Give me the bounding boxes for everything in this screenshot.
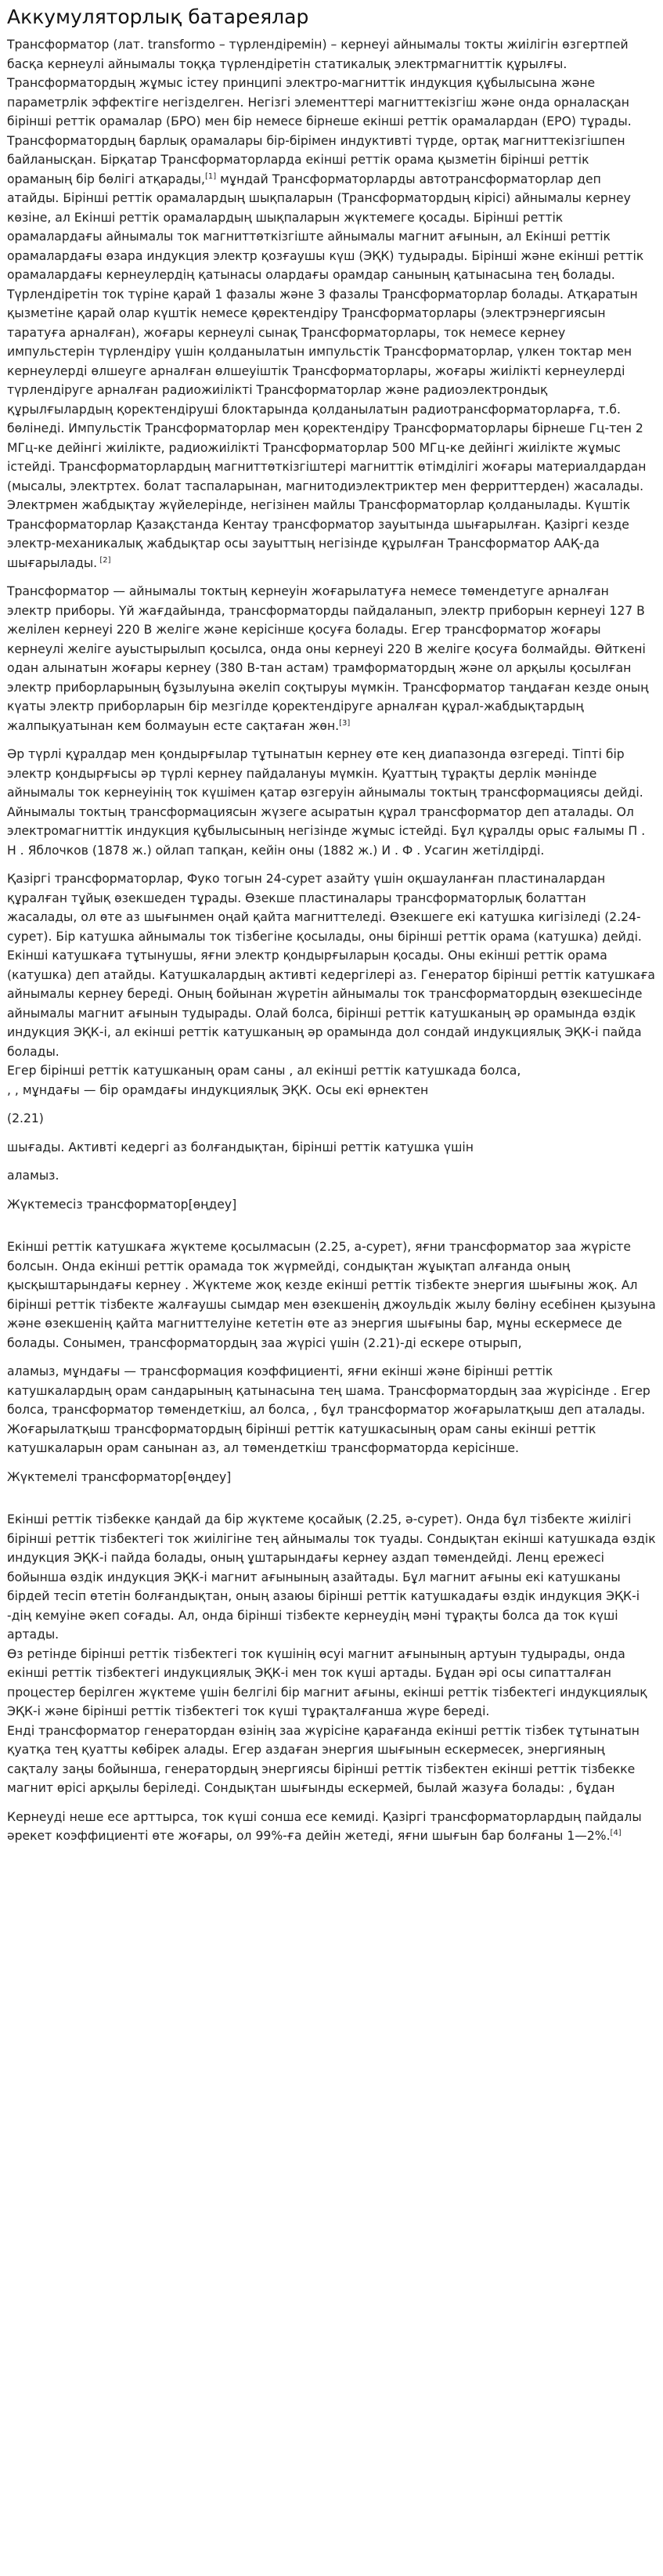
paragraph-loaded-3: Енді трансформатор генератордан өзінің заа жүрісіне қарағанда екінші реттік тізбек тұтынатын қуатқа тең қуатты көбірек алады. Егер аздаған энергия шығынын ескермесек, энергияның сақталу заңы бойынша, генератордың энергиясы бірінші реттік тізбектен екінші реттік тізбекке магнит өрісі арқылы беріледі. Сондықтан шығынды ескермей, былай жазуға болады: , бұдан (7, 1723, 640, 1795)
edit-link[interactable]: [өңдеу] (182, 1469, 232, 1484)
reference-link[interactable]: [4] (610, 1828, 622, 1837)
formula-line: Егер бірінші реттік катушканың орам саны , ал екінші реттік катушкада болса, (7, 1064, 521, 1078)
paragraph-loaded: Екінші реттік тізбекке қандай да бір жүктеме қосайық (2.25, ә-сурет). Онда бұл тізбекте жиілігі бірінші реттік тізбектегі ток жиілігіне тең айнымалы ток туады. Сондықтан екінші катушкада өздік индукция ЭҚК-і пайда болады, оның ұштарындағы кернеу аздап төмендейді. Ленц ережесі бойынша өздік индукция ЭҚК-і магнит ағынының азайтады. Бұл магнит ағыны екі катушканы бірдей тесіп өтетін болғандықтан, оның азаюы бірінші реттік катушкадағы өздік индукция ЭҚК-і -дің кемуіне әкеп соғады. Ал, онда бірінші тізбекте кернеудің мәні тұрақты болса да ток күші артады. (7, 1512, 656, 1642)
equation-number: (2.21) (7, 1111, 44, 1125)
edit-link[interactable]: [өңдеу] (188, 1197, 237, 1212)
paragraph-text: Трансформатор (лат. transformo – түрлендіремін) – кернеуі айнымалы токты жиілігін өзгертпей басқа кернеулі айнымалы тоққа түрлендіретін статикалық электрмагниттік құрылғы. Трансформатордың жұмыс істеу принципі электро-магниттік индукция құбылысына және параметрлік эффектіге негізделген. Негізгі элементтері магниттекізгіш және онда орналасқан бірінші реттік орамалар (БРО) мен бір немесе бірнеше екінші реттік орамалардан (ЕРО) тұрады. Трансформатордың барлық орамалары бір-бірімен индуктивті түрде, ортақ магниттекізгішпен байланысқан. Бірқатар Трансформаторларда екінші реттік орама қызметін бірінші реттік ораманың бір бөлігі атқарады, (7, 38, 632, 186)
paragraph-text: Әр түрлі құралдар мен қондырғылар тұтынатын кернеу өте кең диапазонда өзгереді. Тіпті бір электр қондырғысы әр түрлі кернеу пайдалануы мүмкін. Қуаттың тұрақты дерлік мәнінде айнымалы ток кернеуінің ток күшімен қатар өзгеруін айнымалы токтың трансформациясы дейді. Айнымалы токтың трансформациясын жүзеге асыратын құрал трансформатор деп аталады. Ол электромагниттік индукция құбылысының негізінде жұмыс істейді. Бұл құралды орыс ғалымы П . Н . Яблочков (1878 ж.) ойлап тапқан, кейін оны (1882 ж.) И . Ф . Усагин жетілдірді. (7, 747, 646, 858)
paragraph-no-load-coefficient: аламыз, мұндағы — трансформация коэффициенті, яғни екінші және бірінші реттік катушкалардың орам сандарының қатынасына тең шама. Трансформатордың заа жүрісінде . Егер болса, трансформатор төмендеткіш, ал болса, , бұл трансформатор жоғарылатқыш деп аталады. Жоғарылатқыш трансформатордың бірінші реттік катушкасының орам саны екінші реттік катушкаларын орам санынан аз, ал төмендеткіш трансформаторда керісінше. (7, 1364, 650, 1455)
paragraph-intro (7, 35, 656, 573)
paragraph-text: Кернеуді неше есе арттырса, ток күші сонша есе кемиді. Қазіргі трансформаторлардың пайдалы әрекет коэффициенті өте жоғары, ол 99%-ға дейін жетеді, яғни шығын бар болғаны 1—2%. (7, 1809, 642, 1843)
page-title: Аккумуляторлық батареялар (7, 5, 309, 28)
formula-line: , , мұндағы — бір орамдағы индукциялық ЭҚК. Осы екі өрнектен (7, 1082, 429, 1097)
paragraph-text: Қазіргі трансформаторлар, Фуко тогын 24-сурет азайту үшін оқшауланған пластиналардан құралған тұйық өзекшеден тұрады. Өзекше пластиналары трансформаторлық болаттан жасалады, ол өте аз шығынмен оңай қайта магниттеледі. Өзекшеге екі катушка кигізіледі (2.24-сурет). Бір катушка айнымалы ток тізбегіне қосылады, оны бірінші реттік орама (катушка) дейді. Екінші катушкаға тұтынушы, яғни электр қондырғыларын қосады. Оны екінші реттік орама (катушка) деп атайды. Катушкалардың активті кедергілері аз. Генератор бірінші реттік катушкаға айнымалы кернеу береді. Оның бойынан жүретін айнымалы ток трансформатордың өзекшесінде айнымалы магнит ағынын тудырады. Олай болса, бірінші реттік катушканың әр орамында өздік индукция ЭҚК-і, ал екінші реттік катушканың әр орамында дол сондай индукциялық ЭҚК-і пайда болады. (7, 872, 655, 1059)
section-heading-loaded (7, 1468, 656, 1487)
after-equation-line: шығады. Активті кедергі аз болғандықтан, бірінші реттік катушка үшін (7, 1140, 474, 1154)
paragraph-text: Трансформатор — айнымалы токтың кернеуін жоғарылатуға немесе төмендетуге арналған электр приборы. Үй жағдайында, трансформаторды пайдаланып, электр приборын кернеуі 127 В желілен кернеуі 220 В желіге және керісінше қосуға болады. Егер трансформатор жоғары кернеулі желіге ауыстырылып қосылса, онда оны кернеуі 220 В желіге қосуға болмайды. Өйткені одан алынатын жоғары кернеу (380 В-тан астам) трамформатордың және ол арқылы қосылған электр приборларының бұзылуына әкеліп соқтыруы мүмкін. Трансформатор таңдаған кезде оның күаты электр приборларын бір мезгілде қоректендіруге арналған құрал-жабдықтардың жалпықуатынан кем болмауын есте сақтаған жөн. (7, 584, 649, 733)
paragraph-loaded-2: Өз ретінде бірінші реттік тізбектегі ток күшінің өсуі магнит ағынының артуын тудырады, онда екінші реттік тізбектегі индукциялық ЭҚК-і мен ток күші артады. Бұдан әрі осы сипатталған процестер берілген жүктеме үшін белгілі бір магнит ағыны, екінші реттік тізбектегі индукциялық ЭҚК-і және бірінші реттік тізбектегі ток күші тұрақталғанша жүре береді. (7, 1646, 647, 1718)
reference-link[interactable]: [2] (97, 555, 111, 565)
reference-link[interactable]: [1] (204, 172, 217, 181)
section-title: Жүктемесіз трансформатор (7, 1197, 189, 1212)
reference-link[interactable]: [3] (339, 718, 351, 728)
paragraph-household (7, 582, 656, 735)
paragraph-no-load: Екінші реттік катушкаға жүктеме қосылмасын (2.25, а-сурет), яғни трансформатор заа жүрісте болсын. Онда екінші реттік орамада ток жүрмейді, сондықтан жұықтап алғанда оның қысқыштарындағы кернеу . Жүктеме жоқ кезде екінші реттік тізбекте энергия шығыны жоқ. Ал бірінші реттік тізбекте жалғаушы сымдар мен өзекшенің джоульдік жылу бөліну есебінен қызуына және өзекшенің қайта магниттелуіне кететін өте аз энергия шығыны бар, мұны ескермесе де болады. Сонымен, трансформатордың заа жүрісі үшін (2.21)-ді ескере отырып, (7, 1240, 656, 1350)
paragraph-final (7, 1808, 656, 1846)
paragraph-modern (7, 869, 656, 1061)
paragraph-text: мұндай Трансформаторларды автотрансформаторлар деп атайды. Бірінші реттік орамалардың шықпаларын (Трансформатордың кірісі) айнымалы кернеу көзіне, ал Екінші реттік орамалардың шықпаларын жүктемеге қосады. Бірінші реттік орамалардағы айнымалы ток магниттөткізгіште айнымалы магнит ағынын, ал Екінші реттік орамалардағы өзара индукция электр қозғаушы күш (ЭҚК) тудырады. Бірінші және екінші реттік орамалардағы кернеулердің қатынасы олардағы орамдар санының қатынасына тең болады. Түрлендіретін ток түріне қарай 1 фазалы және 3 фазалы Трансформаторлар болады. Атқаратын қызметіне қарай олар күштік немесе қөректендіру Трансформаторлары (электрэнергиясын таратуға арналған), жоғары кернеулі сынақ Трансформаторлары, ток немесе кернеу импульстерін түрлендіру үшін қолданылатын импульстік Трансформаторлар, үлкен токтар мен кернеулерді өлшеуге арналған өлшеуіштік Трансформаторлары, жоғары жиілікті кернеулерді түрлендіруге арналған радиожиілікті Трансформаторлар және радиоэлектрондық құрылғылардың қоректендіруші блоктарында қолданылатын радиотрансформаторларға, т.б. бөлінеді. Импульстік Трансформаторлар мен қоректендіру Трансформаторлары бірнеше Гц-тен 2 МГц-ке дейінгі жиілікте, радиожиілікті Трансформаторлар 500 МГц-ке дейінгі жиілікте жұмыс істейді. Трансформаторлардың магниттөткізгіштері магниттік өтімділігі жоғары материалдардан (мысалы, электртех. болат таспаларынан, магнитодиэлектриктер мен ферриттерден) жасалады. Электрмен жабдықтау жүйелерінде, негізінен майлы Трансформаторлар қолданылады. Күштік Трансформаторлар Қазақстанда Кентау трансформатор зауытында шығарылған. Қазіргі кезде электр-механикалық жабдықтар осы зауыттың негізінде құрылған Трансформатор ААҚ-да шығарылады. (7, 172, 647, 570)
section-heading-no-load (7, 1195, 656, 1215)
paragraph-devices (7, 745, 656, 860)
after-equation-line: аламыз. (7, 1169, 59, 1183)
section-title: Жүктемелі трансформатор (7, 1469, 183, 1484)
